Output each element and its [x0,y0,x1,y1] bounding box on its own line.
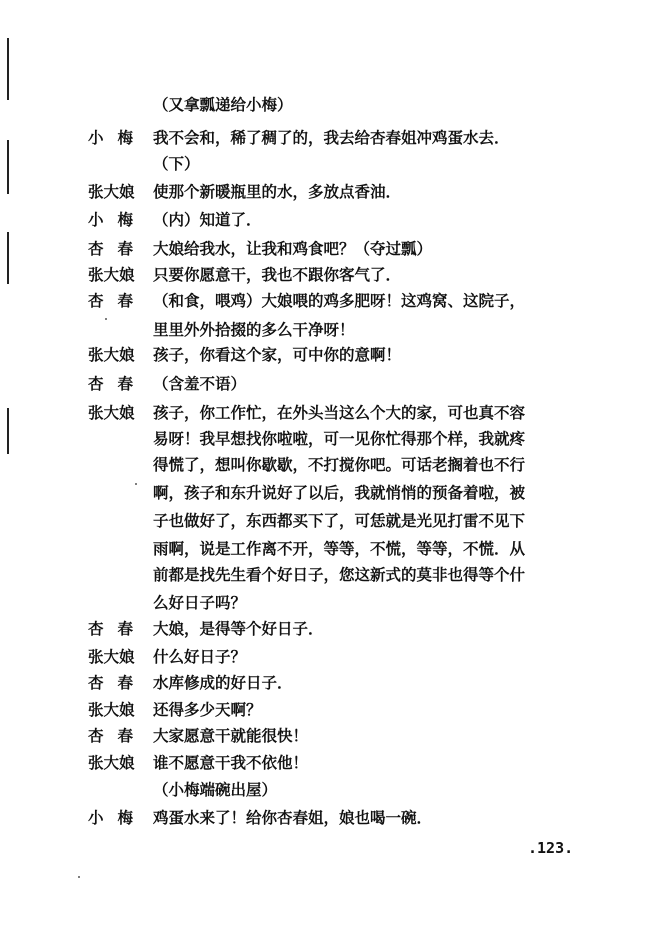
dialogue-line [0,125,655,151]
dialogue-line [0,207,655,233]
dialogue-line [0,288,655,314]
line-text: 什么好日子？ [153,647,247,666]
line-text: （又拿瓢递给小梅） [153,95,293,114]
speaker-name: 小梅 [88,808,148,827]
dialogue-line [0,452,655,478]
dialogue-line [0,371,655,397]
line-text: 大家愿意干就能很快！ [153,726,309,745]
speaker-name: 杏春 [88,374,148,393]
line-text: 使那个新暖瓶里的水，多放点香油． [153,182,402,201]
speaker-name: 张大娘 [88,265,135,284]
line-text: 还得多少天啊？ [153,700,262,719]
speaker-name: 杏春 [88,673,148,692]
dialogue-line [0,644,655,670]
speaker-name: 张大娘 [88,345,135,364]
dialogue-line [0,262,655,288]
line-text: 大娘给我水，让我和鸡食吧？（夺过瓢） [153,239,433,258]
speaker-name: 小梅 [88,128,148,147]
line-text: （含羞不语） [153,374,247,393]
speaker-name: 张大娘 [88,647,135,666]
line-text: 雨啊，说是工作离不开，等等，不慌，等等，不慌．从 [153,539,526,558]
scan-speck [78,876,80,878]
speaker-name: 张大娘 [88,403,135,422]
line-text: （小梅端碗出屋） [153,780,278,799]
dialogue-line [0,400,655,426]
line-text: 我不会和，稀了稠了的，我去给杏春姐冲鸡蛋水去． [153,128,510,147]
dialogue-line [0,342,655,368]
line-text: （下） [153,154,200,173]
dialogue-line [0,480,655,506]
dialogue-line [0,670,655,696]
dialogue-line [0,750,655,776]
line-text: 大娘，是得等个好日子． [153,619,324,638]
dialogue-line [0,590,655,616]
dialogue-line [0,151,655,177]
page-number: .123. [528,839,574,857]
line-text: 孩子，你工作忙，在外头当这么个大的家，可也真不容 [153,403,526,422]
dialogue-line [0,777,655,803]
line-text: 得慌了，想叫你歇歇，不打搅你吧。可话老搁着也不行 [153,455,526,474]
dialogue-line [0,616,655,642]
speaker-name: 小梅 [88,210,148,229]
line-text: 子也做好了，东西都买下了，可恁就是光见打雷不见下 [153,511,526,530]
dialogue-line [0,536,655,562]
line-text: 只要你愿意干，我也不跟你客气了． [153,265,402,284]
line-text: 孩子，你看这个家，可中你的意啊！ [153,345,402,364]
speaker-name: 杏春 [88,291,148,310]
scan-edge-mark [7,38,9,100]
dialogue-line [0,508,655,534]
line-text: 鸡蛋水来了！给你杏春姐，娘也喝一碗． [153,808,433,827]
speaker-name: 杏春 [88,726,148,745]
line-text: 谁不愿意干我不依他！ [153,753,309,772]
line-text: 水库修成的好日子． [153,673,293,692]
line-text: 里里外外拾掇的多么干净呀！ [153,320,355,339]
dialogue-line [0,562,655,588]
speaker-name: 杏春 [88,619,148,638]
line-text: 啊，孩子和东升说好了以后，我就悄悄的预备着啦，被 [153,483,526,502]
dialogue-line [0,179,655,205]
line-text: 前都是找先生看个好日子，您这新式的莫非也得等个什 [153,565,526,584]
line-text: （和食，喂鸡）大娘喂的鸡多肥呀！这鸡窝、这院子， [153,291,526,310]
dialogue-line [0,317,655,343]
speaker-name: 杏春 [88,239,148,258]
line-text: （内）知道了． [153,210,262,229]
line-text: 易呀！我早想找你啦啦，可一见你忙得那个样，我就疼 [153,429,526,448]
dialogue-line [0,697,655,723]
dialogue-line [0,805,655,831]
dialogue-line [0,723,655,749]
speaker-name: 张大娘 [88,753,135,772]
speaker-name: 张大娘 [88,700,135,719]
speaker-name: 张大娘 [88,182,135,201]
dialogue-line [0,426,655,452]
dialogue-line [0,236,655,262]
line-text: 么好日子吗？ [153,593,247,612]
dialogue-line [0,92,655,118]
